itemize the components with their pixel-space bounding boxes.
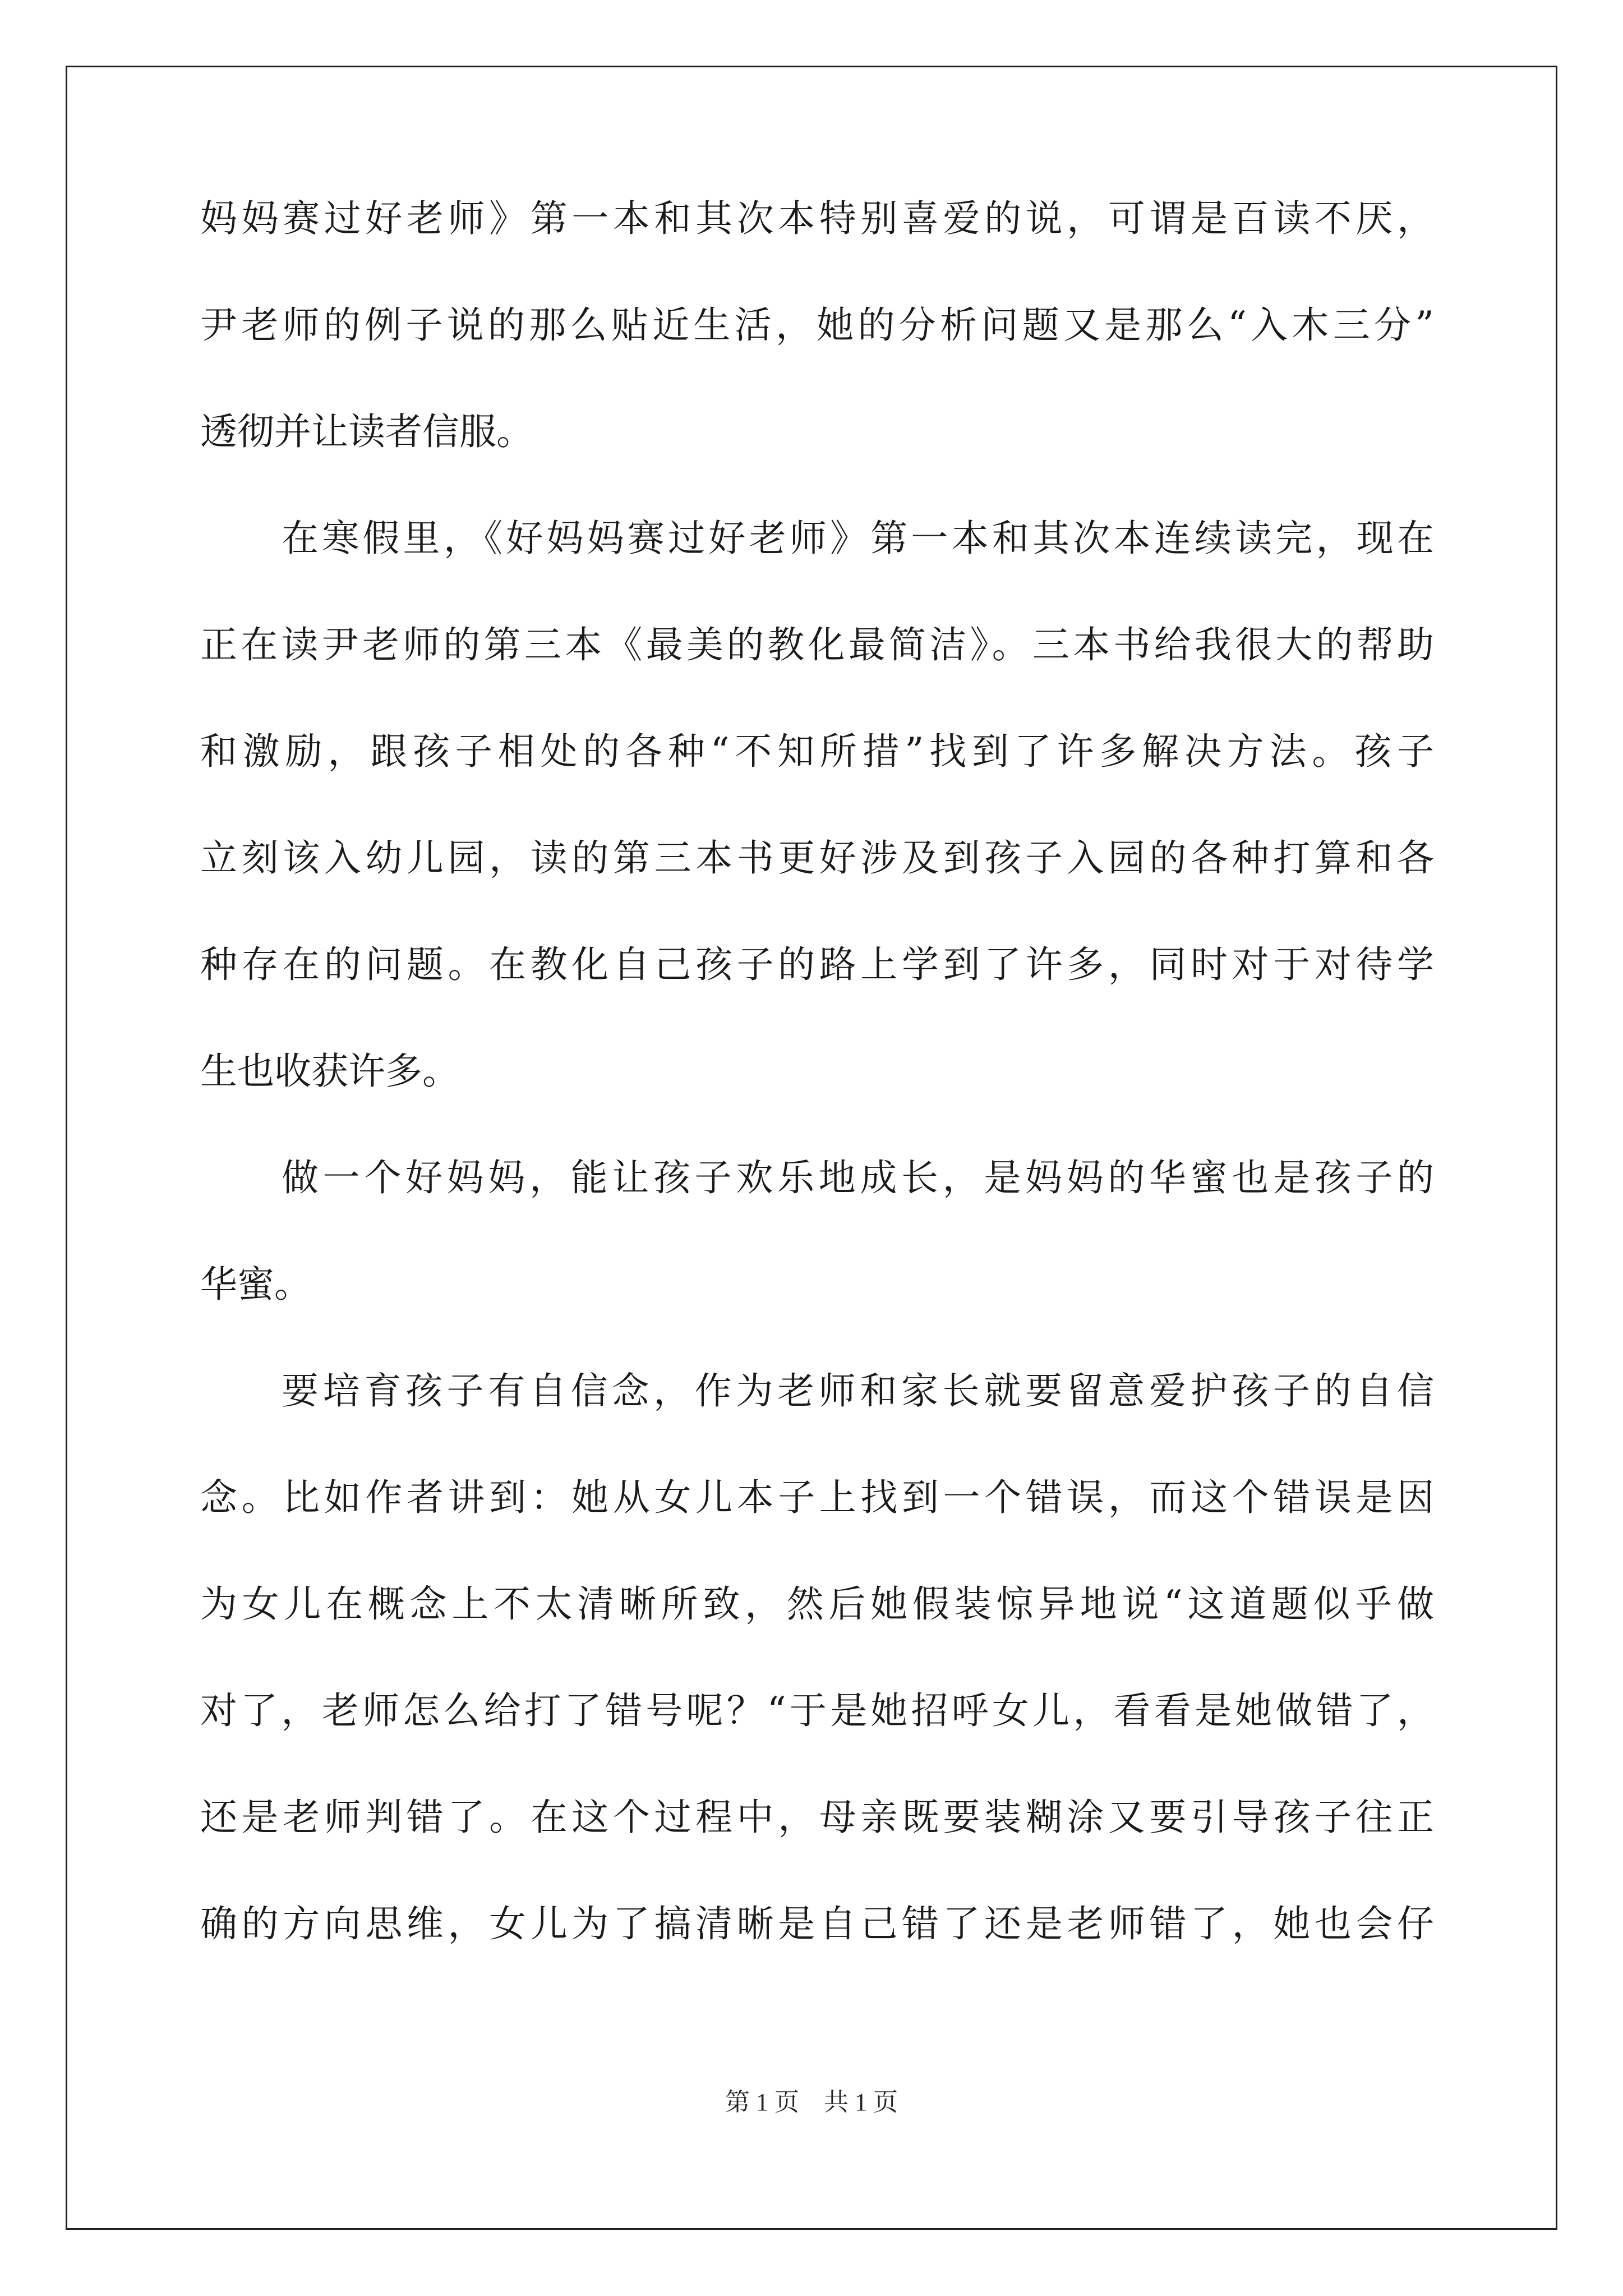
text-line: 确的方向思维，女儿为了搞清晰是自己错了还是老师错了，她也会仔	[200, 1902, 1434, 1945]
text-line: 生也收获许多。	[200, 1050, 459, 1093]
text-line: 立刻该入幼儿园，读的第三本书更好涉及到孩子入园的各种打算和各	[200, 836, 1434, 880]
text-line: 妈妈赛过好老师》第一本和其次本特别喜爱的说，可谓是百读不厌，	[200, 197, 1434, 240]
text-line: 和激励，跟孩子相处的各种“不知所措”找到了许多解决方法。孩子	[200, 730, 1434, 773]
text-line: 尹老师的例子说的那么贴近生活，她的分析问题又是那么“入木三分”	[200, 303, 1434, 347]
text-line: 正在读尹老师的第三本《最美的教化最简洁》。三本书给我很大的帮助	[200, 623, 1434, 666]
text-line: 华蜜。	[200, 1263, 311, 1306]
paragraph-first-line: 在寒假里，《好妈妈赛过好老师》第一本和其次本连续读完，现在	[282, 517, 1434, 560]
page-number-footer: 第 1 页 共 1 页	[725, 2088, 898, 2116]
text-line: 对了，老师怎么给打了错号呢？“于是她招呼女儿，看看是她做错了，	[200, 1689, 1434, 1732]
text-line: 念。比如作者讲到：她从女儿本子上找到一个错误，而这个错误是因	[200, 1476, 1434, 1519]
text-line: 透彻并让读者信服。	[200, 410, 533, 453]
text-line: 为女儿在概念上不太清晰所致，然后她假装惊异地说“这道题似乎做	[200, 1582, 1434, 1626]
paragraph-first-line: 做一个好妈妈，能让孩子欢乐地成长，是妈妈的华蜜也是孩子的	[282, 1156, 1434, 1199]
text-line: 种存在的问题。在教化自己孩子的路上学到了许多，同时对于对待学	[200, 943, 1434, 986]
paragraph-first-line: 要培育孩子有自信念，作为老师和家长就要留意爱护孩子的自信	[282, 1369, 1434, 1412]
text-line: 还是老师判错了。在这个过程中，母亲既要装糊涂又要引导孩子往正	[200, 1796, 1434, 1839]
